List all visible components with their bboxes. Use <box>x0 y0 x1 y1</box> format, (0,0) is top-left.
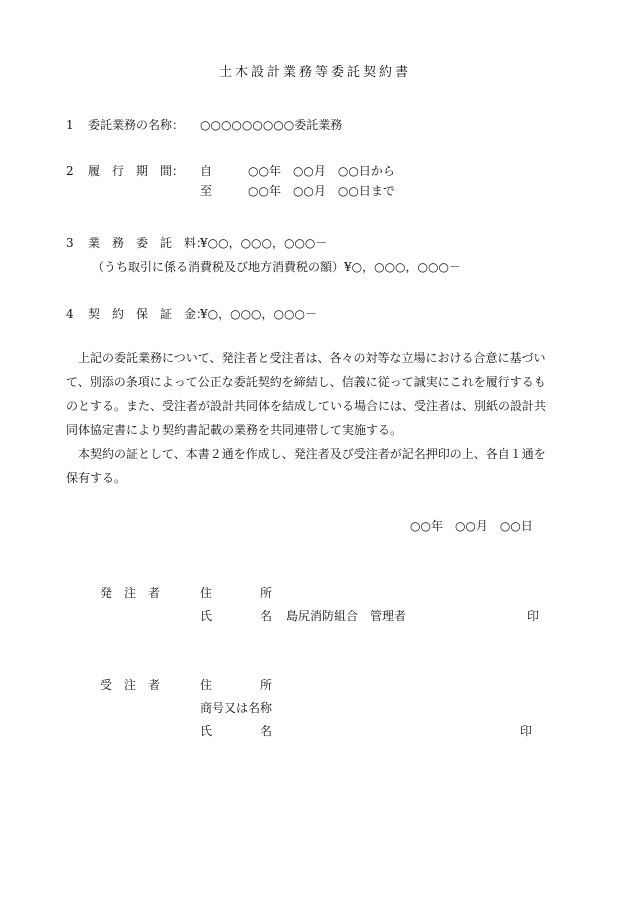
item1-label: 委託業務の名称： <box>88 118 185 132</box>
orderer-name-label: 氏 名 <box>200 609 273 623</box>
item2-label: 履 行 期 間： <box>88 164 185 178</box>
body-line: 同体協定書により契約書記載の業務を共同連帯して実施する。 <box>66 423 403 437</box>
contractor-address-label: 住 所 <box>200 678 273 692</box>
orderer-role: 発 注 者 <box>100 586 161 600</box>
body-line: 保有する。 <box>66 471 127 485</box>
contract-body <box>66 346 566 490</box>
item2-from-label: 自 <box>200 164 213 178</box>
body-line: て、別添の条項によって公正な委託契約を締結し、信義に従って誠実にこれを履行するも <box>66 375 546 389</box>
contractor-name-label: 氏 名 <box>200 724 273 738</box>
orderer-seal-mark: 印 <box>527 609 540 623</box>
item1-number: 1 <box>66 118 74 132</box>
item2-to-date: ○○年 ○○月 ○○日まで <box>248 184 395 198</box>
body-line: 本契約の証として、本書２通を作成し、発注者及び受注者が記名押印の上、各自１通を <box>66 447 546 461</box>
item1-value: ○○○○○○○○○委託業務 <box>200 118 343 132</box>
contractor-role: 受 注 者 <box>100 678 161 692</box>
item2-number: 2 <box>66 164 74 178</box>
item3-tax-line: （うち取引に係る消費税及び地方消費税の額）¥○，○○○，○○○－ <box>92 260 461 274</box>
item2-to-label: 至 <box>200 184 213 198</box>
document-title: 土木設計業務等委託契約書 <box>218 65 411 80</box>
orderer-name-value: 島尻消防組合 管理者 <box>286 609 407 623</box>
body-line: のとする。また、受注者が設計共同体を結成している場合には、受注者は、別紙の設計共 <box>66 399 547 413</box>
item2-from-date: ○○年 ○○月 ○○日から <box>248 164 395 178</box>
item3-value: ¥○○，○○○，○○○－ <box>200 236 328 250</box>
item3-label: 業 務 委 託 料： <box>88 236 209 250</box>
item4-label: 契 約 保 証 金： <box>88 307 209 321</box>
item4-number: 4 <box>66 307 74 321</box>
item3-number: 3 <box>66 236 74 250</box>
orderer-address-label: 住 所 <box>200 586 273 600</box>
item4-value: ¥○，○○○，○○○－ <box>200 307 317 321</box>
body-line: 上記の委託業務について、発注者と受注者は、各々の対等な立場における合意に基づい <box>66 351 546 365</box>
contractor-company-label: 商号又は名称 <box>200 701 273 715</box>
contractor-seal-mark: 印 <box>520 724 533 738</box>
contract-date: ○○年 ○○月 ○○日 <box>410 519 533 533</box>
